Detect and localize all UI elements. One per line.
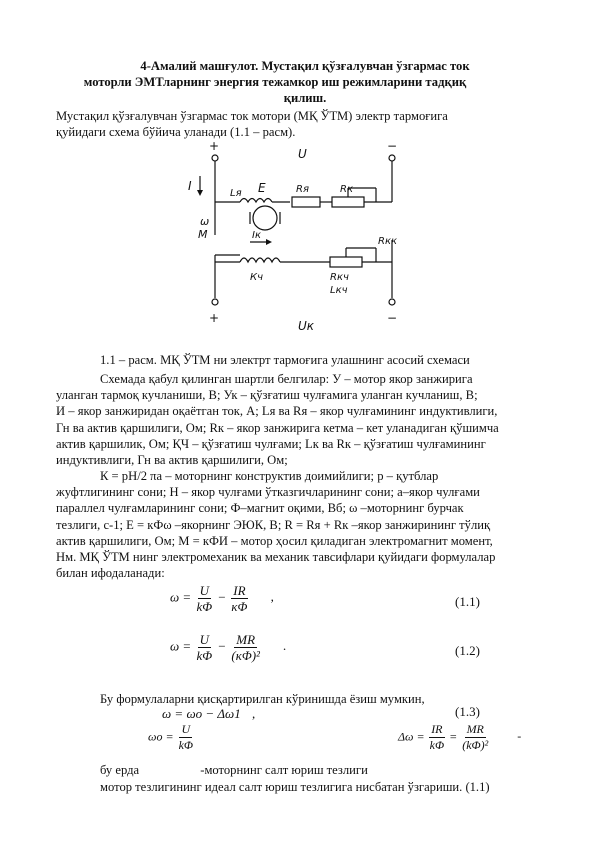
terminal-plus-top	[212, 155, 218, 161]
label-plus-bottom: +	[209, 311, 220, 325]
equation-omega-zero: ωo = $\frac{U}{k\Phi}$	[148, 722, 194, 752]
label-omega: ω	[200, 215, 210, 228]
body-paragraph-2	[56, 468, 546, 581]
closing-suffix: -моторнинг салт юриш тезлиги	[200, 763, 368, 777]
label-plus-top: +	[209, 140, 220, 153]
label-Ik: Iк	[252, 230, 261, 241]
closing-line-1: Бу формулаларни қисқартирилган кўринишда ёзиш мумкин,	[100, 692, 425, 706]
label-Rk: Rк	[340, 184, 353, 195]
terminal-minus-top	[389, 155, 395, 161]
circuit-diagram	[180, 140, 430, 340]
label-Ra: Rя	[296, 184, 309, 195]
p2-line-7: билан ифодаланади:	[56, 566, 165, 581]
p2-line-2: жуфтлигининг сони; Н – якор чулғами ўтказгичларининг сони; а–якор чулғами	[56, 485, 480, 500]
title-line-3: қилиш.	[283, 91, 327, 105]
equation-1-2: ω = $\frac{U}{k\Phi}$ − $\frac{MR}{\text{(кΦ)²}}$ .	[170, 632, 287, 663]
label-U: U	[298, 147, 307, 161]
p2-line-6: Нм. МҚ ЎТМ нинг электромеханик ва механик тавсифлари қуйидаги формулалар	[56, 550, 496, 565]
title-line-2: моторли ЭМТларнинг энергия тежамкор иш режимларини тадқиқ	[83, 75, 467, 89]
label-Kch: Кч	[250, 272, 264, 283]
p2-line-4: тезлиги, с-1; Е = кФω –якорнинг ЭЮК, В; R = Rя + Rк –якор занжирининг тўлиқ	[56, 517, 491, 532]
equation-delta-omega: Δω = $\frac{IR}{k\Phi}$ = $\frac{MR}{\text{(kΦ)²}}$ -	[398, 722, 522, 752]
equation-number-1-2: (1.2)	[455, 643, 480, 658]
equation-number-1-3: (1.3)	[455, 704, 480, 719]
p2-line-3: параллел чулғамларининг сони; Ф–магнит оқими, Вб; ω –моторнинг бурчак	[56, 501, 464, 516]
equation-1-1: ω = $\frac{U}{k\Phi}$ − $\frac{IR}{к\Phi}$ ,	[170, 583, 274, 614]
p2-line-5: актив қаршилиги, Ом; М = кФИ – мотор ҳосил қиладиган электромагнит момент,	[56, 533, 493, 548]
terminal-plus-bottom	[212, 299, 218, 305]
p2-line-1: К = рН/2 πа – моторнинг конструктив доимийлиги; р – қутблар	[100, 469, 439, 483]
equation-1-3: ω = ωo − Δω1 ,	[162, 706, 256, 721]
p1-line-6: индуктивлиги, Гн ва актив қаршилиги, Ом;	[56, 453, 288, 468]
armature-symbol	[253, 206, 277, 230]
label-E: E	[258, 181, 266, 195]
p1-line-3: И – якор занжиридан оқаётган ток, А; Lя ва Rя – якор чулғамининг индуктивлиги,	[56, 404, 498, 419]
label-minus-bottom: −	[387, 311, 398, 325]
p1-line-4: Гн ва актив қаршилиги, Ом; Rк – якор занжирига кетма – кет уланадиган қўшимча	[56, 420, 499, 435]
closing-prefix: бу ерда	[100, 763, 140, 777]
label-Rkk: Rкк	[378, 236, 398, 247]
closing-line-2	[100, 762, 520, 778]
label-I: I	[188, 179, 192, 193]
body-paragraph-1	[56, 371, 546, 468]
label-Uk: Uк	[298, 319, 315, 333]
label-Lkch: Lкч	[330, 285, 348, 296]
label-M: M	[198, 228, 208, 241]
label-Rkch: Rкч	[330, 272, 349, 283]
terminal-minus-bottom	[389, 299, 395, 305]
title-line-1: 4-Амалий машғулот. Мустақил қўзғалувчан ўзгармас ток	[140, 59, 470, 73]
label-La: Lя	[230, 188, 242, 199]
label-minus-top: −	[387, 140, 398, 153]
intro-paragraph	[56, 108, 546, 140]
p1-line-5: актив қаршилик, Ом; ҚЧ – қўзғатиш чулғами; Lк ва Rк – қўзғатиш чулғамининг	[56, 436, 486, 451]
figure-caption: 1.1 – расм. МҚ ЎТМ ни электрт тармоғига улашнинг асосий схемаси	[100, 353, 470, 367]
intro-line-1: Мустақил қўзғалувчан ўзгармас ток мотори (МҚ ЎТМ) электр тармоғига	[56, 109, 448, 123]
equation-number-1-1: (1.1)	[455, 594, 480, 609]
closing-line-3: мотор тезлигининг идеал салт юриш тезлигига нисбатан ўзгариши. (1.1)	[100, 780, 490, 794]
p1-line-2: уланган тармоқ кучланиши, В; Ук – қўзғатиш чулғамига уланган кучланиш, В;	[56, 388, 478, 403]
intro-line-2: қуйидаги схема бўйича уланади (1.1 – расм).	[56, 125, 296, 140]
p1-line-1: Схемада қабул қилинган шартли белгилар: У – мотор якор занжирига	[100, 372, 473, 386]
page-title	[60, 58, 550, 106]
